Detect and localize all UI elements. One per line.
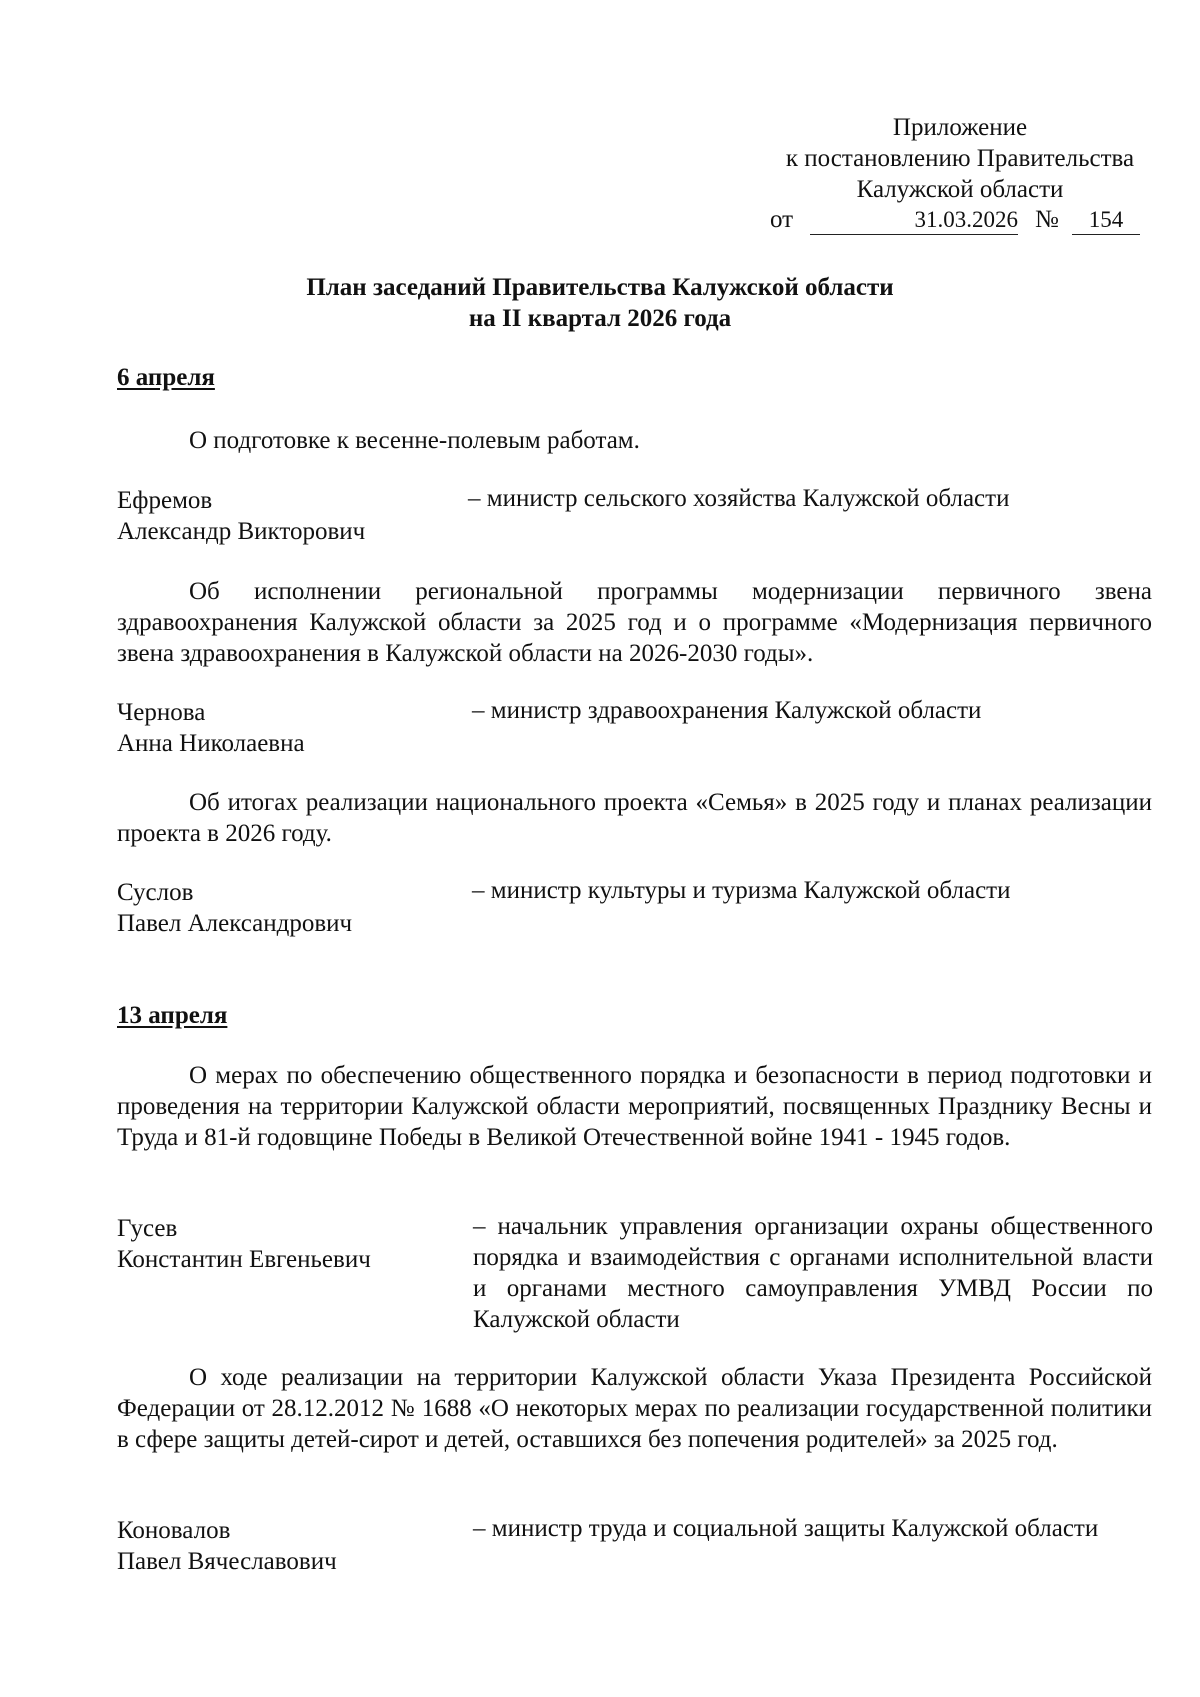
speaker-given-name: Анна Николаевна: [117, 730, 305, 757]
speaker-position: – министр сельского хозяйства Калужской области: [468, 485, 1010, 512]
speaker-name: [117, 697, 305, 759]
speaker-surname: Гусев: [117, 1215, 178, 1242]
document-title: [0, 272, 1200, 334]
speaker-name: [117, 1213, 371, 1275]
agenda-topic: О подготовке к весенне-полевым работам.: [189, 427, 640, 454]
appendix-header: [760, 112, 1160, 205]
agenda-topic: Об итогах реализации национального проекта «Семья» в 2025 году и планах реализации проекта в 2026 году.: [117, 789, 1152, 847]
speaker-surname: Ефремов: [117, 487, 213, 514]
appendix-date: 31.03.2026: [810, 206, 1018, 235]
title-line-2: на II квартал 2026 года: [468, 305, 732, 332]
appendix-line-2: к постановлению Правительства: [785, 145, 1135, 172]
speaker-position: – министр труда и социальной защиты Калужской области: [473, 1515, 1099, 1542]
section-date-heading: 6 апреля: [117, 364, 215, 391]
agenda-topic: О мерах по обеспечению общественного порядка и безопасности в период подготовки и проведения на территории Калужской области мероприятий, посвященных Празднику Весны и Труда и 81-й годовщине Победы в Великой Отечественной войне 1941 - 1945 годов.: [117, 1062, 1152, 1151]
speaker-name: [117, 1515, 337, 1577]
appendix-date-prefix: от: [770, 206, 794, 233]
speaker-surname: Суслов: [117, 879, 194, 906]
speaker-name: [117, 877, 352, 939]
speaker-surname: Коновалов: [117, 1517, 231, 1544]
speaker-surname: Чернова: [117, 699, 206, 726]
appendix-line-3: Калужской области: [856, 176, 1064, 203]
appendix-number: 154: [1072, 206, 1140, 235]
appendix-line-1: Приложение: [892, 114, 1028, 141]
appendix-date-row: [770, 206, 1170, 240]
appendix-number-sign: №: [1035, 206, 1059, 233]
agenda-topic: О ходе реализации на территории Калужской области Указа Президента Российской Федерации от 28.12.2012 № 1688 «О некоторых мерах по реализации государственной политики в сфере защиты детей-сирот и детей, оставшихся без попечения родителей» за 2025 год.: [117, 1364, 1152, 1453]
speaker-position: – министр здравоохранения Калужской области: [472, 697, 982, 724]
speaker-name: [117, 485, 365, 547]
title-line-1: План заседаний Правительства Калужской области: [306, 274, 894, 301]
speaker-position: – министр культуры и туризма Калужской области: [472, 877, 1011, 904]
speaker-given-name: Константин Евгеньевич: [117, 1246, 371, 1273]
speaker-given-name: Павел Вячеславович: [117, 1548, 337, 1575]
section-date-heading: 13 апреля: [117, 1002, 228, 1029]
speaker-position: – начальник управления организации охраны общественного порядка и взаимодействия с органами исполнительной власти и органами местного самоуправления УМВД России по Калужской области: [473, 1213, 1153, 1333]
speaker-given-name: Александр Викторович: [117, 518, 366, 545]
agenda-topic: Об исполнении региональной программы модернизации первичного звена здравоохранения Калужской области за 2025 год и о программе «Модернизация первичного звена здравоохранения в Калужской области на 2026-2030 годы».: [117, 578, 1152, 667]
speaker-given-name: Павел Александрович: [117, 910, 353, 937]
